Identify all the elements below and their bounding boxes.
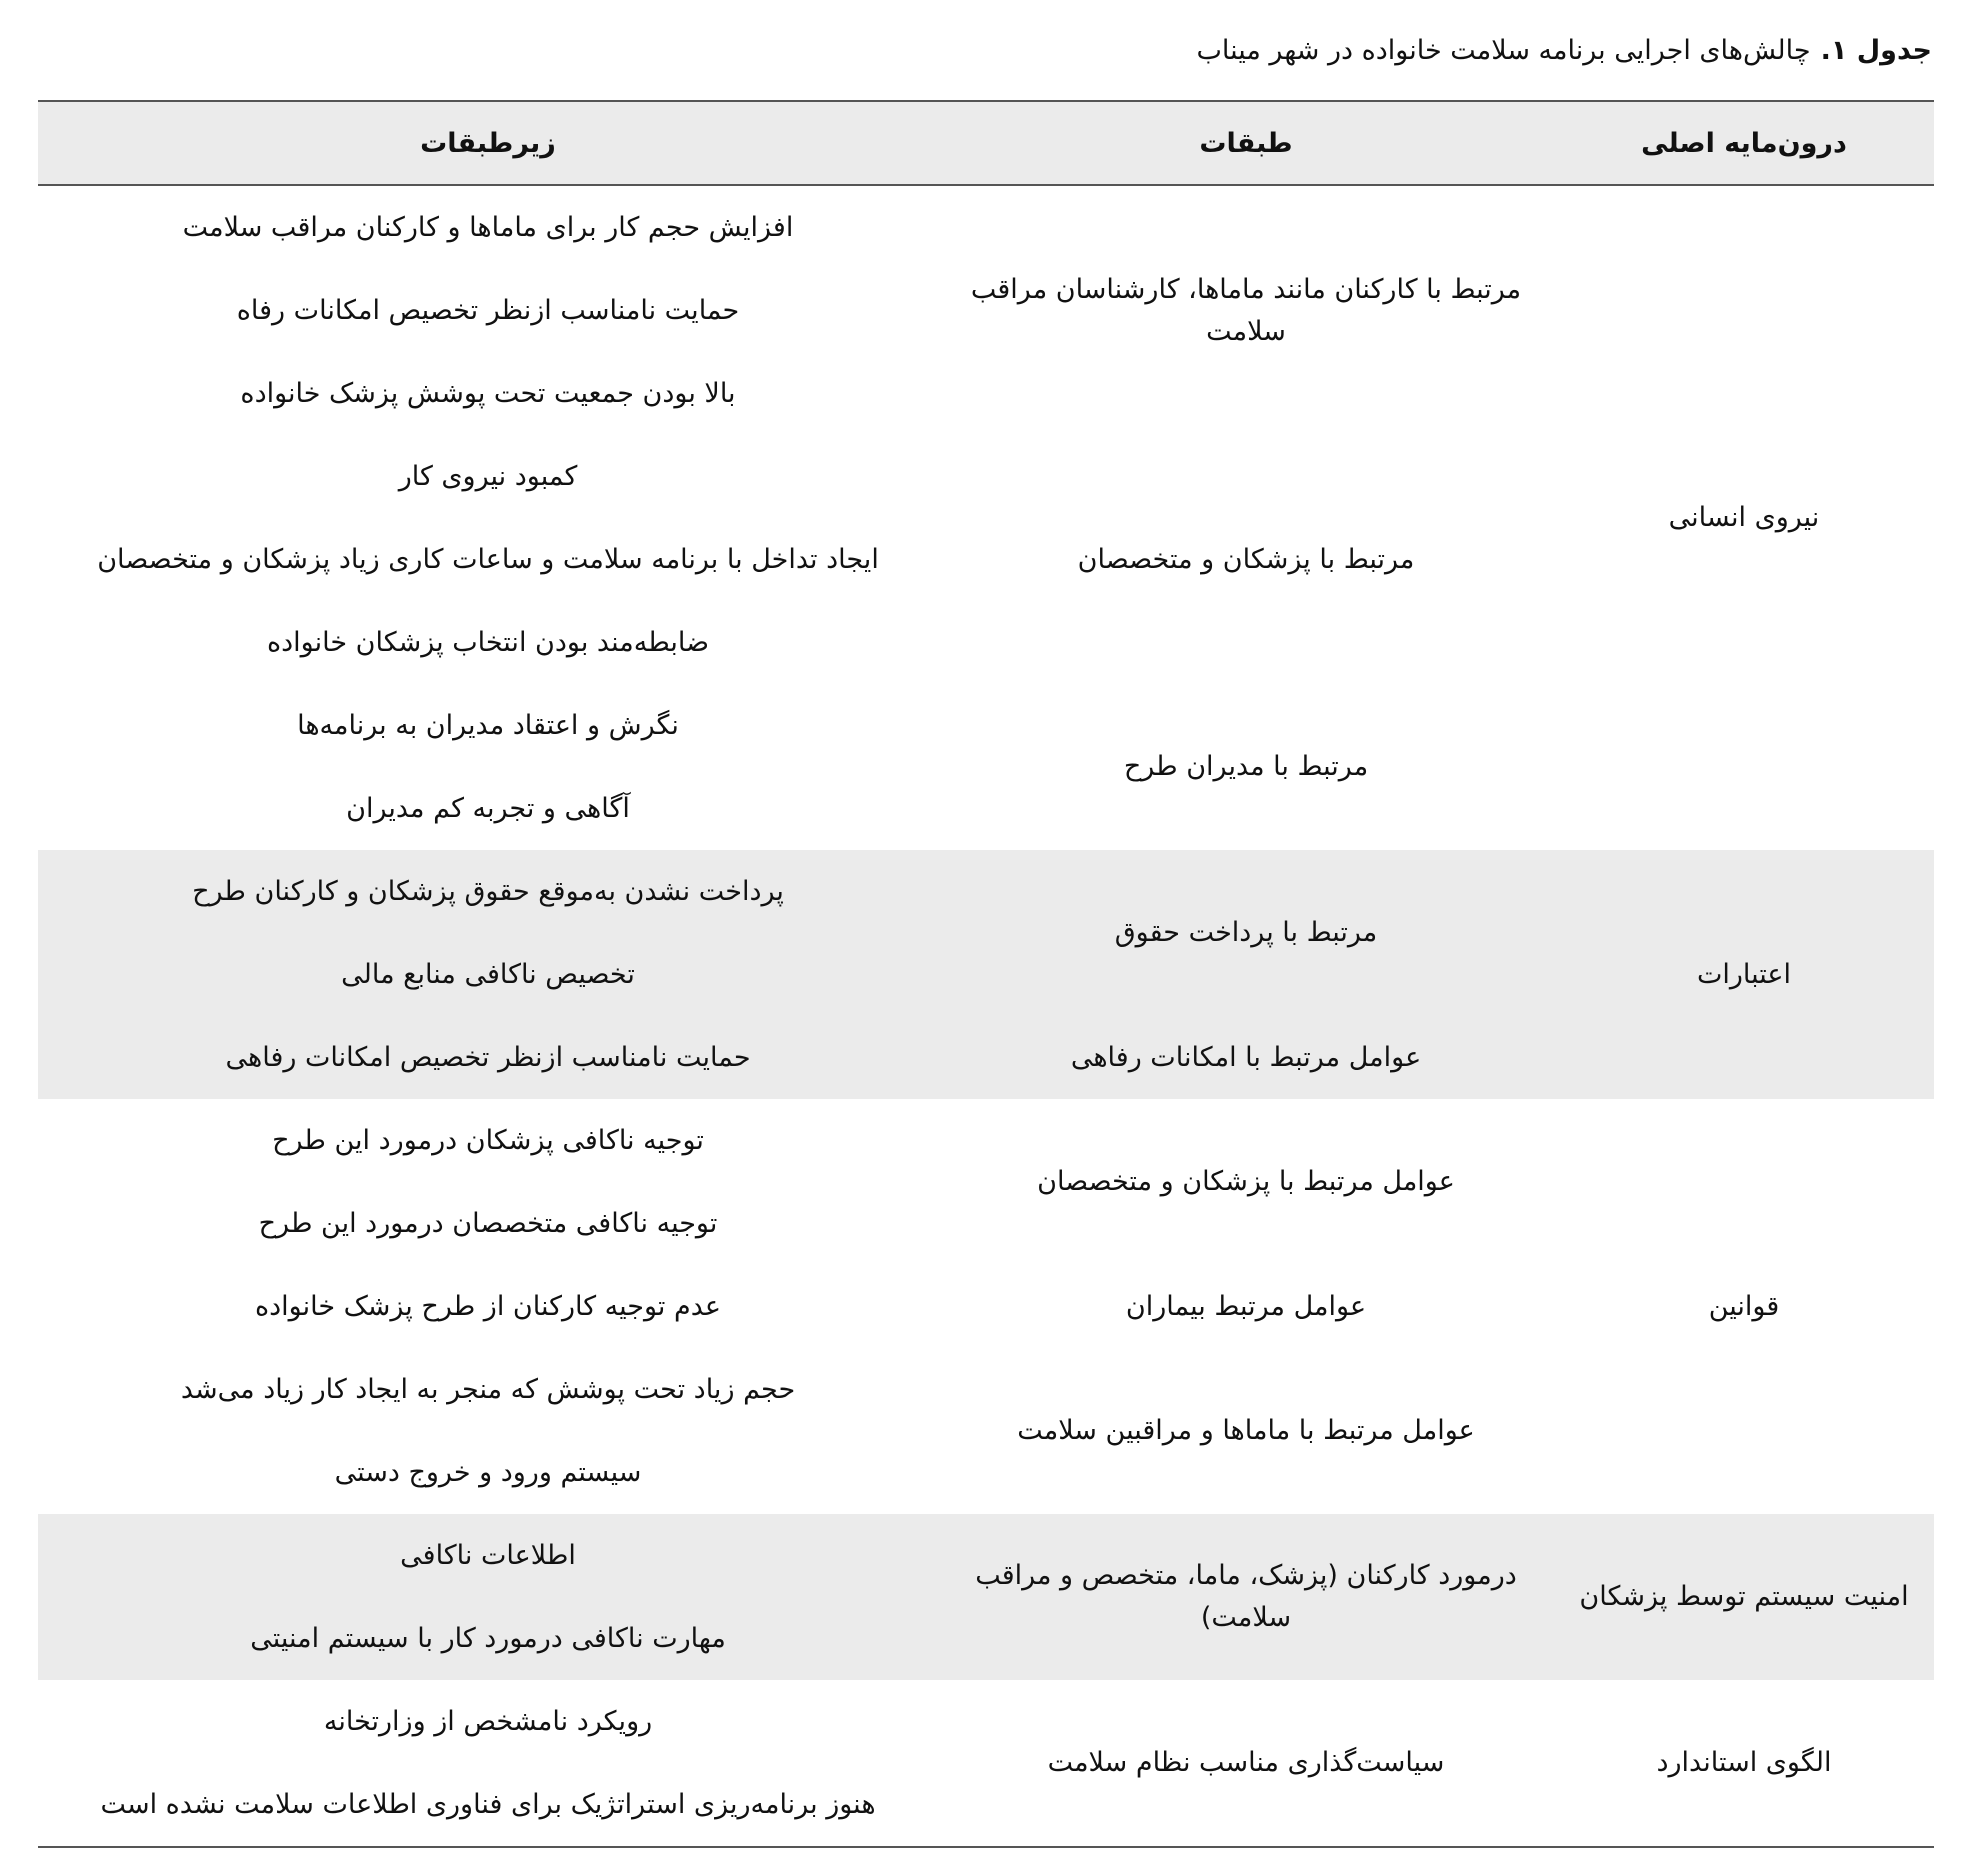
table-body (38, 185, 1934, 1847)
subcategory-cell (38, 1099, 938, 1514)
subcategory-item: رویکرد نامشخص از وزارتخانه (323, 1705, 653, 1737)
category-label: مرتبط با مدیران طرح (1123, 751, 1369, 783)
subcategory-item: توجیه ناکافی متخصصان درمورد این طرح (258, 1207, 718, 1239)
subcategory-item: توجیه ناکافی پزشکان درمورد این طرح (272, 1124, 704, 1156)
table-row (38, 1514, 1934, 1680)
category-block (958, 1514, 1534, 1680)
subcategory-item: نگرش و اعتقاد مدیران به برنامه‌ها (297, 709, 679, 741)
theme-cell: امنیت سیستم توسط پزشکان (1554, 1514, 1934, 1680)
category-cell (938, 185, 1554, 850)
document-page (38, 0, 1934, 1848)
category-cell (938, 850, 1554, 1099)
subcategory-cell (38, 1680, 938, 1847)
category-cell (938, 1514, 1554, 1680)
subcategory-item: حمایت نامناسب ازنظر تخصیص امکانات رفاه (236, 294, 740, 326)
theme-cell: قوانین (1708, 1290, 1780, 1322)
category-label: عوامل مرتبط با امکانات رفاهی (1070, 1041, 1422, 1073)
table-row (38, 185, 1934, 850)
category-block (958, 1099, 1534, 1265)
category-label: مرتبط با پزشکان و متخصصان (1077, 543, 1415, 575)
challenges-table (38, 100, 1934, 1848)
subcategory-item: ضابطه‌مند بودن انتخاب پزشکان خانواده (267, 626, 710, 658)
subcategory-item: کمبود نیروی کار (398, 460, 578, 492)
category-label: مرتبط با کارکنان مانند ماماها، کارشناسان مراقب سلامت (970, 273, 1522, 347)
category-label: درمورد کارکنان (پزشک، ماما، متخصص و مراقب سلامت) (975, 1560, 1517, 1633)
category-block (958, 684, 1534, 850)
category-cell (938, 1099, 1554, 1514)
subcategory-item: ایجاد تداخل با برنامه سلامت و ساعات کاری زیاد پزشکان و متخصصان (97, 543, 879, 575)
table-header-row (38, 101, 1934, 185)
category-block (958, 1016, 1534, 1099)
subcategory-item: حجم زیاد تحت پوشش که منجر به ایجاد کار زیاد می‌شد (180, 1373, 796, 1405)
category-block (958, 435, 1534, 684)
category-block (958, 1348, 1534, 1514)
table-row (38, 1680, 1934, 1847)
subcategory-item: افزایش حجم کار برای ماماها و کارکنان مراقب سلامت (182, 211, 794, 243)
category-label: عوامل مرتبط با ماماها و مراقبین سلامت (1017, 1415, 1475, 1447)
category-cell (938, 1680, 1554, 1847)
category-block (958, 186, 1534, 435)
subcategory-cell (38, 850, 938, 1099)
theme-cell: نیروی انسانی (1668, 502, 1820, 534)
subcategory-cell (38, 185, 938, 850)
subcategory-item: هنوز برنامه‌ریزی استراتژیک برای فناوری اطلاعات سلامت نشده است (100, 1788, 876, 1820)
subcategory-item: مهارت ناکافی درمورد کار با سیستم امنیتی (250, 1622, 726, 1654)
subcategory-item: بالا بودن جمعیت تحت پوشش پزشک خانواده (240, 377, 736, 409)
caption-text: چالش‌های اجرایی برنامه سلامت خانواده در شهر میناب (1196, 34, 1811, 66)
subcategory-cell (38, 1514, 938, 1680)
subcategory-item: اطلاعات ناکافی (400, 1539, 576, 1571)
caption-label: جدول ۱. (1820, 34, 1932, 66)
subcategory-item: تخصیص ناکافی منابع مالی (341, 958, 635, 990)
category-block (958, 1265, 1534, 1348)
category-label: سیاست‌گذاری مناسب نظام سلامت (1047, 1747, 1445, 1779)
category-block (958, 850, 1534, 1016)
table-row (38, 1099, 1934, 1514)
category-label: عوامل مرتبط با پزشکان و متخصصان (1037, 1166, 1455, 1198)
table-row (38, 850, 1934, 1099)
category-label: مرتبط با پرداخت حقوق (1114, 917, 1378, 949)
header-category: طبقات (938, 101, 1554, 185)
theme-cell: اعتبارات (1554, 850, 1934, 1099)
header-subcategory: زیرطبقات (38, 101, 938, 185)
subcategory-item: حمایت نامناسب ازنظر تخصیص امکانات رفاهی (225, 1041, 751, 1073)
subcategory-item: پرداخت نشدن به‌موقع حقوق پزشکان و کارکنان طرح (192, 875, 784, 907)
subcategory-item: آگاهی و تجربه کم مدیران (346, 792, 630, 824)
theme-cell: الگوی استاندارد (1656, 1747, 1832, 1779)
subcategory-item: عدم توجیه کارکنان از طرح پزشک خانواده (254, 1290, 722, 1322)
category-label: عوامل مرتبط بیماران (1125, 1290, 1367, 1322)
category-block (958, 1680, 1534, 1846)
table-caption (38, 0, 1934, 100)
header-theme: درون‌مایه اصلی (1554, 101, 1934, 185)
subcategory-item: سیستم ورود و خروج دستی (334, 1456, 642, 1488)
